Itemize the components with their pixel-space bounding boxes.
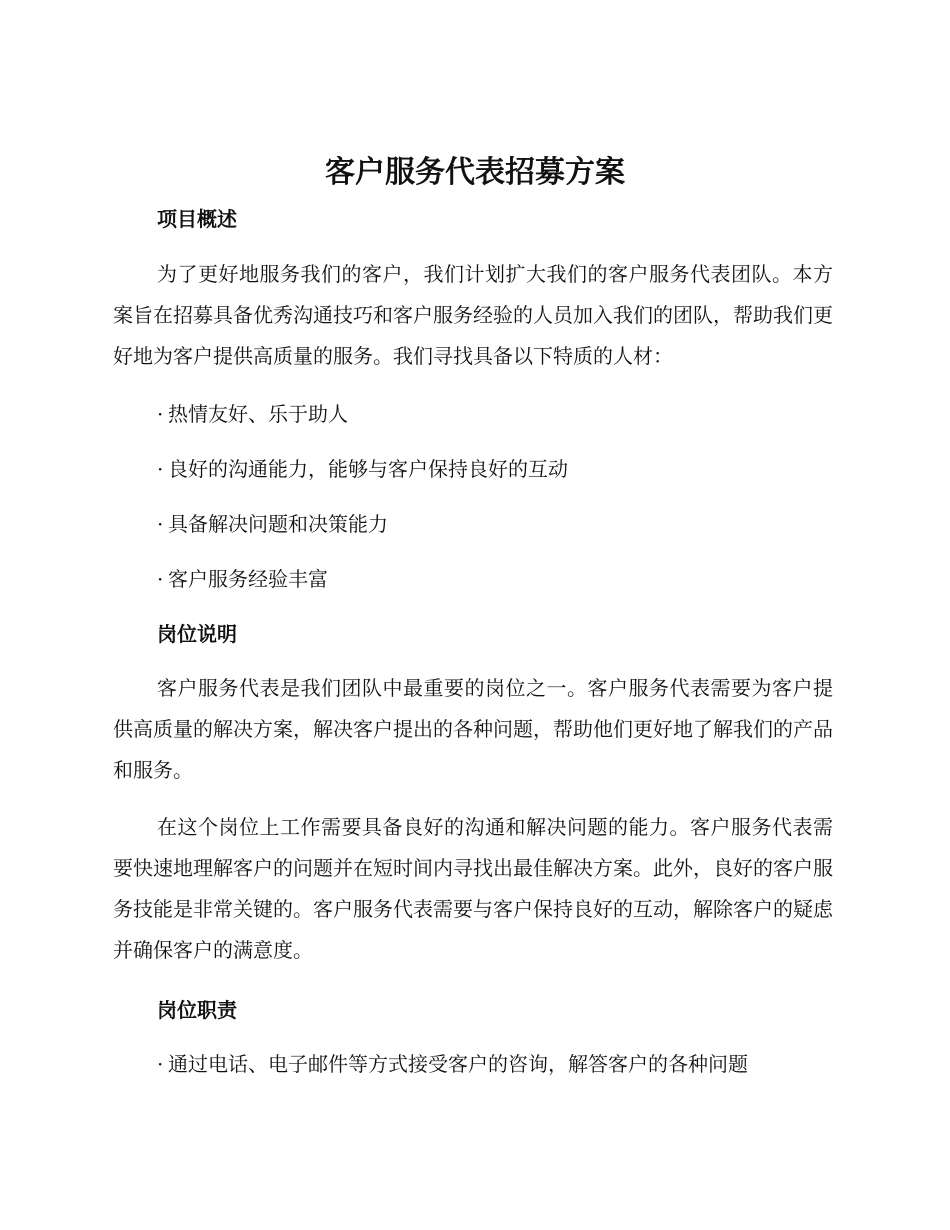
- list-item: [157, 566, 328, 592]
- section-heading-description: 岗位说明: [157, 622, 237, 646]
- list-item: [157, 401, 348, 427]
- bullet-marker: ·: [157, 512, 164, 536]
- overview-paragraph: 为了更好地服务我们的客户，我们计划扩大我们的客户服务代表团队。本方案旨在招募具备优秀沟通技巧和客户服务经验的人员加入我们的团队，帮助我们更好地为客户提供高质量的服务。我们寻找具备以下特质的人材：: [113, 262, 833, 368]
- list-item: [157, 456, 568, 482]
- section-heading-duties: 岗位职责: [157, 998, 237, 1022]
- list-item: [157, 511, 388, 537]
- document-title: 客户服务代表招募方案: [325, 155, 625, 190]
- list-item: [157, 1051, 748, 1077]
- section-heading-overview: 项目概述: [157, 207, 237, 231]
- bullet-marker: ·: [157, 567, 164, 591]
- bullet-text: 良好的沟通能力，能够与客户保持良好的互动: [168, 457, 568, 481]
- description-paragraph-2: 在这个岗位上工作需要具备良好的沟通和解决问题的能力。客户服务代表需要快速地理解客户的问题并在短时间内寻找出最佳解决方案。此外，良好的客户服务技能是非常关键的。客户服务代表需要与客户保持良好的互动，解除客户的疑虑并确保客户的满意度。: [113, 815, 833, 962]
- bullet-marker: ·: [157, 402, 164, 426]
- description-paragraph-1: 客户服务代表是我们团队中最重要的岗位之一。客户服务代表需要为客户提供高质量的解决方案，解决客户提出的各种问题，帮助他们更好地了解我们的产品和服务。: [113, 676, 833, 782]
- bullet-text: 通过电话、电子邮件等方式接受客户的咨询，解答客户的各种问题: [168, 1052, 748, 1076]
- bullet-text: 具备解决问题和决策能力: [168, 512, 388, 536]
- bullet-marker: ·: [157, 1052, 164, 1076]
- bullet-text: 热情友好、乐于助人: [168, 402, 348, 426]
- bullet-marker: ·: [157, 457, 164, 481]
- bullet-text: 客户服务经验丰富: [168, 567, 328, 591]
